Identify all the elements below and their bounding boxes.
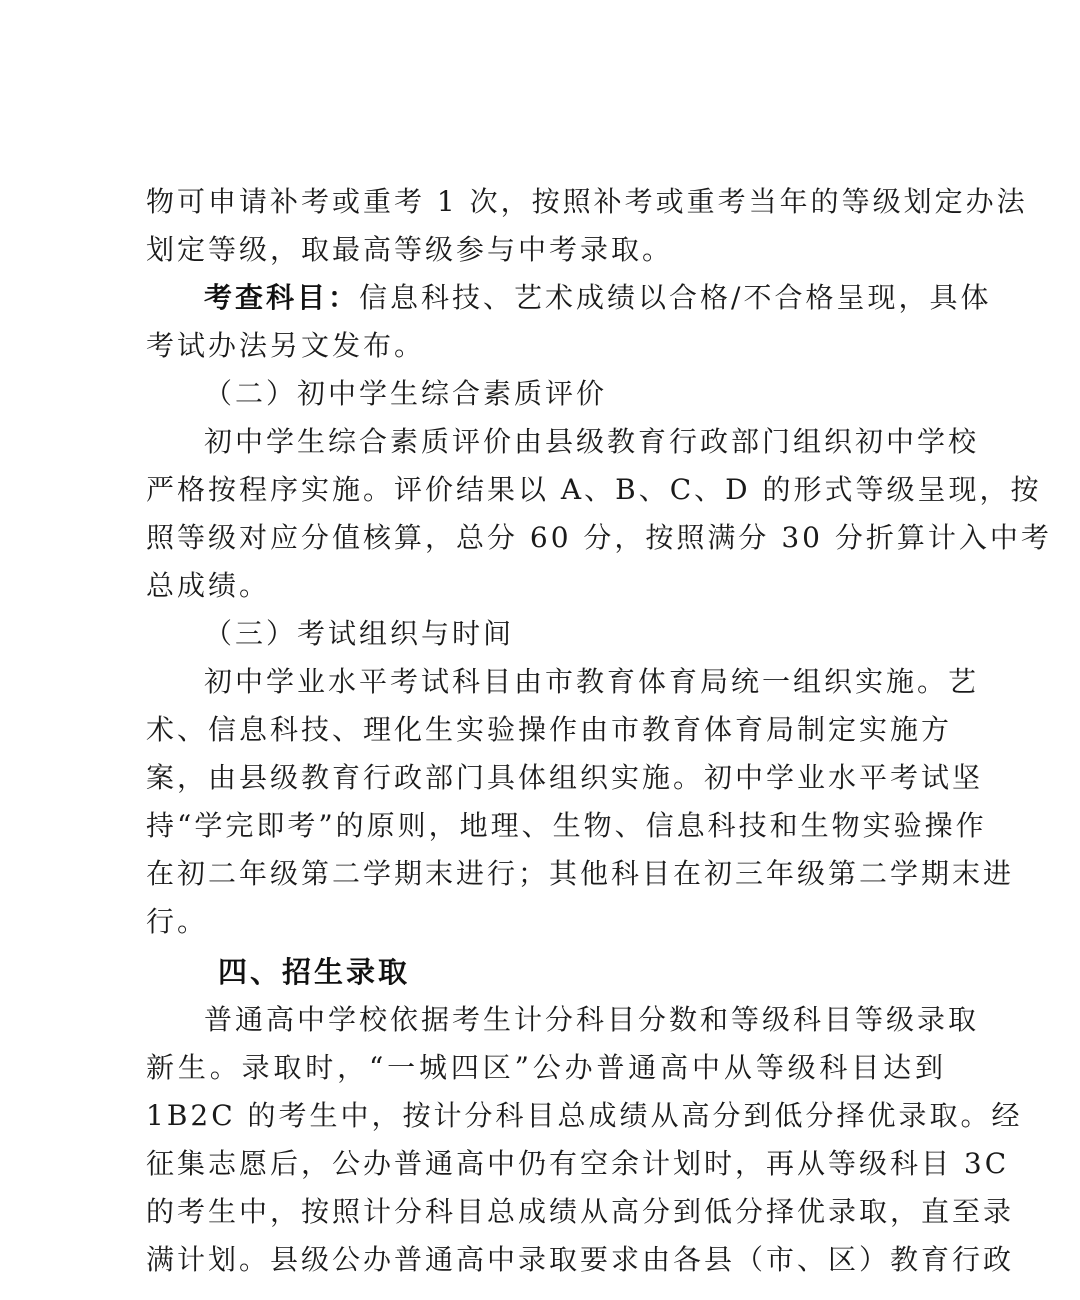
text-line: 物可申请补考或重考 1 次，按照补考或重考当年的等级划定办法: [146, 185, 1028, 218]
text-line: 满计划。县级公办普通高中录取要求由各县（市、区）教育行政: [146, 1243, 1015, 1276]
text-line: 术、信息科技、理化生实验操作由市教育体育局制定实施方: [146, 713, 953, 746]
text-line: 考试办法另文发布。: [146, 329, 426, 362]
text-line: 在初二年级第二学期末进行；其他科目在初三年级第二学期末进: [146, 857, 1015, 890]
paragraph-lead: [204, 274, 992, 322]
text-line: 初中学业水平考试科目由市教育体育局统一组织实施。艺: [204, 665, 980, 698]
text-line: 划定等级，取最高等级参与中考录取。: [146, 233, 674, 266]
text-line: 征集志愿后，公办普通高中仍有空余计划时，再从等级科目 3C: [146, 1147, 1010, 1180]
section-heading: （二）初中学生综合素质评价: [204, 377, 608, 410]
text-line: 持“学完即考”的原则，地理、生物、信息科技和生物实验操作: [146, 809, 987, 842]
text-line: 初中学生综合素质评价由县级教育行政部门组织初中学校: [204, 425, 980, 458]
text-line: 普通高中学校依据考生计分科目分数和等级科目等级录取: [204, 1003, 980, 1036]
major-heading: 四、招生录取: [218, 955, 411, 989]
text-line: 案，由县级教育行政部门具体组织实施。初中学业水平考试坚: [146, 761, 984, 794]
text-line: 照等级对应分值核算，总分 60 分，按照满分 30 分折算计入中考: [146, 521, 1052, 554]
text-line: 新生。录取时，“一城四区”公办普通高中从等级科目达到: [146, 1051, 946, 1084]
section-heading: （三）考试组织与时间: [204, 617, 515, 650]
text-line: 的考生中，按照计分科目总成绩从高分到低分择优录取，直至录: [146, 1195, 1015, 1228]
text-line: 行。: [146, 905, 209, 938]
lead-text: 信息科技、艺术成绩以合格/不合格呈现，具体: [359, 281, 992, 314]
lead-label: 考查科目：: [204, 281, 360, 314]
text-line: 1B2C 的考生中，按计分科目总成绩从高分到低分择优录取。经: [146, 1099, 1023, 1132]
text-line: 严格按程序实施。评价结果以 A、B、C、D 的形式等级呈现，按: [146, 473, 1042, 506]
text-line: 总成绩。: [146, 569, 271, 602]
